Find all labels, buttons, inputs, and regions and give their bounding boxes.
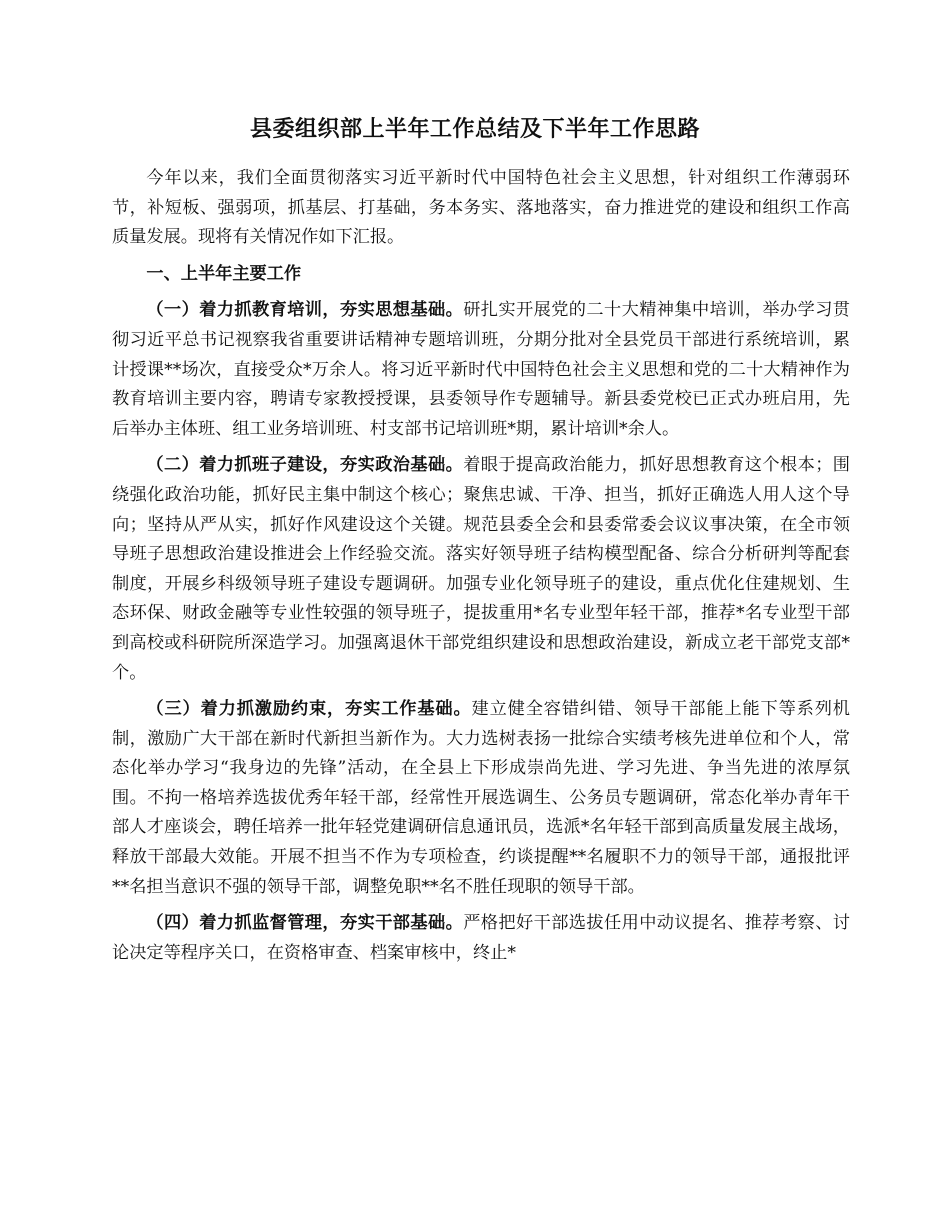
item-text: 严格把好干部选拔任用中动议提名、推荐考察、讨论决定等程序关口，在资格审查、档案审核中，终止* <box>112 913 850 963</box>
item-text: 建立健全容错纠错、领导干部能上能下等系列机制，激励广大干部在新时代新担当新作为。大力选树表扬一批综合实绩考核先进单位和个人，常态化举办学习“我身边的先锋”活动，在全县上下形成崇尚先进、学习先进、争当先进的浓厚氛围。不拘一格培养选拔优秀年轻干部，经常性开展选调生、公务员专题调研，常态化举办青年干部人才座谈会，聘任培养一批年轻党建调研信息通讯员，选派*名年轻干部到高质量发展主战场，释放干部最大效能。开展不担当不作为专项检查，约谈提醒**名履职不力的领导干部，通报批评**名担当意识不强的领导干部，调整免职**名不胜任现职的领导干部。 <box>112 699 850 897</box>
item-lead: （一）着力抓教育培训，夯实思想基础。 <box>146 300 464 321</box>
document-title: 县委组织部上半年工作总结及下半年工作思路 <box>249 117 700 142</box>
intro-paragraph: 今年以来，我们全面贯彻落实习近平新时代中国特色社会主义思想，针对组织工作薄弱环节，补短板、强弱项，抓基层、打基础，务本务实、落地落实，奋力推进党的建设和组织工作高质量发展。现将有关情况作如下汇报。 <box>112 168 850 248</box>
document-body <box>112 164 850 968</box>
item-text: 着眼于提高政治能力，抓好思想教育这个根本；围绕强化政治功能，抓好民主集中制这个核心；聚焦忠诚、干净、担当，抓好正确选人用人这个导向；坚持从严从实，抓好作风建设这个关键。规范县委全会和县委常委会议议事决策，在全市领导班子思想政治建设推进会上作经验交流。落实好领导班子结构模型配备、综合分析研判等配套制度，开展乡科级领导班子建设专题调研。加强专业化领导班子的建设，重点优化住建规划、生态环保、财政金融等专业性较强的领导班子，提拔重用*名专业型年轻干部，推荐*名专业型干部到高校或科研院所深造学习。加强离退休干部党组织建设和思想政治建设，新成立老干部党支部*个。 <box>112 455 850 683</box>
item-paragraph-3 <box>112 695 850 902</box>
item-lead: （四）着力抓监督管理，夯实干部基础。 <box>146 913 464 934</box>
item-text: 研扎实开展党的二十大精神集中培训，举办学习贯彻习近平总书记视察我省重要讲话精神专题培训班，分期分批对全县党员干部进行系统培训，累计授课**场次，直接受众*万余人。将习近平新时代中国特色社会主义思想和党的二十大精神作为教育培训主要内容，聘请专家教授授课，县委领导作专题辅导。新县委党校已正式办班启用，先后举办主体班、组工业务培训班、村支部书记培训班*期，累计培训*余人。 <box>112 300 850 439</box>
item-lead: （三）着力抓激励约束，夯实工作基础。 <box>146 699 472 720</box>
item-paragraph-2 <box>112 451 850 688</box>
section-heading: 一、上半年主要工作 <box>146 263 302 284</box>
item-paragraph-4 <box>112 909 850 968</box>
item-paragraph-1 <box>112 296 850 444</box>
item-lead: （二）着力抓班子建设，夯实政治基础。 <box>146 455 464 476</box>
